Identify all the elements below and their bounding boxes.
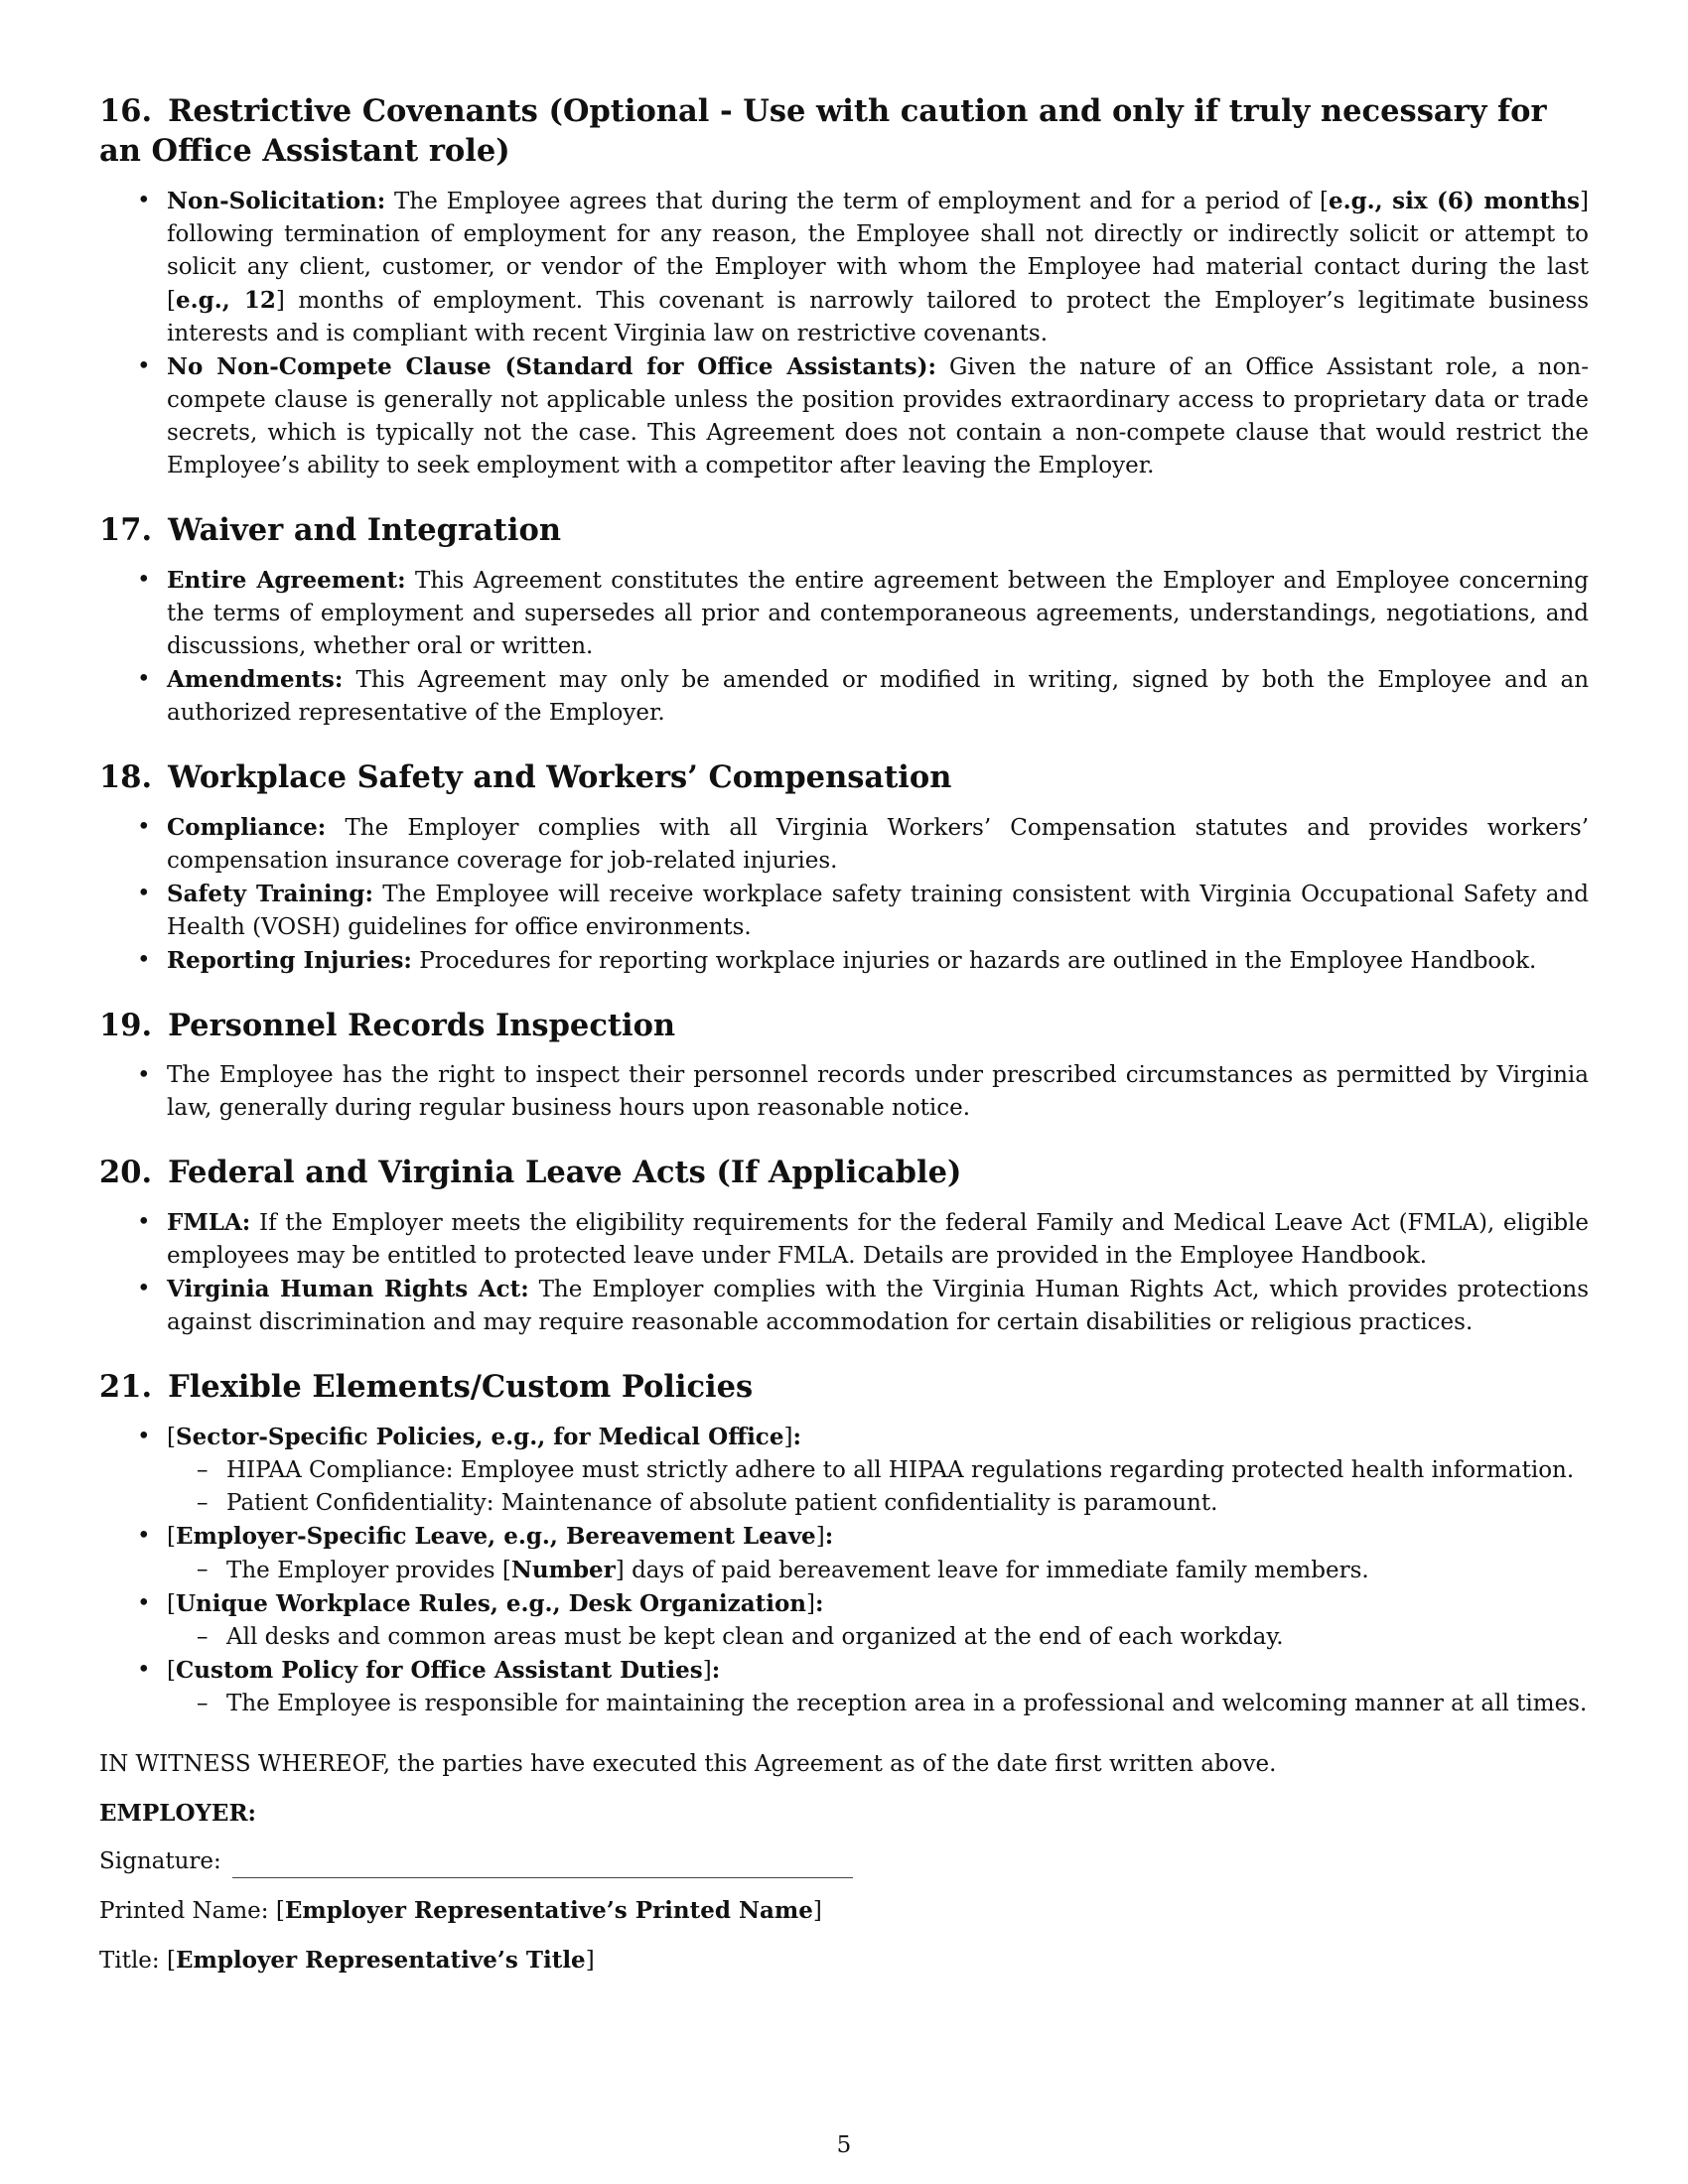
text-run: The Employer provides [ xyxy=(226,1558,511,1583)
text-run: [ xyxy=(167,1658,176,1684)
title-placeholder: Employer Representative’s Title xyxy=(175,1947,586,1974)
bold-text-run: : xyxy=(815,1590,824,1617)
printed-name-line xyxy=(99,1894,1589,1928)
list-item xyxy=(99,811,1589,878)
bold-text-run: Employer-Specific Leave, e.g., Bereavement Leave xyxy=(175,1523,816,1550)
section-title: Restrictive Covenants (Optional - Use with caution and only if truly necessary for an Office Assistant role) xyxy=(99,93,1547,169)
printed-name-close-bracket: ] xyxy=(812,1898,822,1924)
section-number: 16. xyxy=(99,93,153,129)
text-run: Procedures for reporting workplace injuries or hazards are outlined in the Employee Handbook. xyxy=(419,948,1537,974)
text-run: ] xyxy=(702,1658,712,1684)
item-label: Compliance: xyxy=(167,814,327,841)
item-label: Non-Solicitation: xyxy=(167,188,386,214)
item-label: FMLA: xyxy=(167,1209,251,1236)
bullet-list xyxy=(99,811,1589,978)
text-run: The Employer complies with the Virginia Human Rights Act, which provides protections against discrimination and may require reasonable accommodation for certain disabilities or religious practices. xyxy=(167,1277,1590,1335)
signature-rule xyxy=(232,1853,853,1878)
bold-text-run: : xyxy=(792,1424,801,1450)
section-heading xyxy=(99,757,1589,797)
text-run: Given the nature of an Office Assistant role, a non-compete clause is generally not applicable unless the position provides extraordinary access to proprietary data or trade secrets, which is typically not the case. This Agreement does not contain a non-compete clause that would restrict the Employee’s ability to seek employment with a competitor after leaving the Employer. xyxy=(167,354,1590,478)
bold-text-run: Unique Workplace Rules, e.g., Desk Organization xyxy=(175,1590,807,1617)
bullet-list xyxy=(99,1421,1589,1720)
sub-list-item xyxy=(167,1454,1589,1487)
text-run: ] xyxy=(783,1425,793,1450)
document-page xyxy=(99,91,1589,1978)
title-label: Title: xyxy=(99,1948,160,1974)
bold-text-run: e.g., six (6) months xyxy=(1328,188,1581,214)
item-label: Amendments: xyxy=(167,666,344,693)
text-run: [ xyxy=(167,1591,176,1617)
list-item xyxy=(99,564,1589,663)
text-run: ] xyxy=(815,1524,825,1550)
text-run: This Agreement constitutes the entire agreement between the Employer and Employee concerning the terms of employment and supersedes all prior and contemporaneous agreements, understandings, negotiations, and discussions, whether oral or written. xyxy=(167,568,1589,659)
section-19 xyxy=(99,1006,1589,1125)
employer-label: EMPLOYER: xyxy=(99,1800,257,1827)
text-run: If the Employer meets the eligibility requirements for the federal Family and Medical Leave Act (FMLA), eligible employees may be entitled to protected leave under FMLA. Details are provided in the Employee Handbook. xyxy=(167,1210,1590,1269)
signature-label: Signature: xyxy=(99,1848,221,1874)
text-run: The Employee is responsible for maintaining the reception area in a professional and welcoming manner at all times. xyxy=(226,1691,1588,1716)
text-run: All desks and common areas must be kept clean and organized at the end of each workday. xyxy=(226,1624,1284,1650)
bullet-list xyxy=(99,1059,1589,1125)
section-18 xyxy=(99,757,1589,978)
text-run: ] xyxy=(806,1591,816,1617)
printed-name-placeholder: Employer Representative’s Printed Name xyxy=(284,1897,813,1924)
bold-text-run: e.g., 12 xyxy=(175,287,276,314)
title-close-bracket: ] xyxy=(585,1948,595,1974)
section-17 xyxy=(99,510,1589,730)
section-number: 18. xyxy=(99,759,153,795)
text-run: This Agreement may only be amended or modified in writing, signed by both the Employee and an authorized representative of the Employer. xyxy=(167,667,1590,726)
text-run: The Employee will receive workplace safety training consistent with Virginia Occupational Safety and Health (VOSH) guidelines for office environments. xyxy=(167,882,1589,940)
section-title: Waiver and Integration xyxy=(168,512,561,548)
list-item xyxy=(99,1520,1589,1587)
list-item xyxy=(99,663,1589,730)
sub-list-item xyxy=(167,1554,1589,1587)
sub-list-item xyxy=(167,1621,1589,1654)
title-open-bracket: [ xyxy=(166,1948,176,1974)
item-label: Entire Agreement: xyxy=(167,567,406,594)
section-number: 21. xyxy=(99,1369,153,1405)
text-run: The Employee agrees that during the term of employment and for a period of [ xyxy=(394,189,1329,214)
section-20 xyxy=(99,1153,1589,1339)
section-number: 20. xyxy=(99,1155,153,1190)
sub-list-item xyxy=(167,1688,1589,1720)
section-heading xyxy=(99,1153,1589,1192)
bold-text-run: : xyxy=(711,1657,721,1684)
section-16 xyxy=(99,91,1589,482)
list-item xyxy=(99,1273,1589,1339)
page-number: 5 xyxy=(836,2132,852,2158)
printed-name-open-bracket: [ xyxy=(275,1898,285,1924)
section-number: 17. xyxy=(99,512,153,548)
section-heading xyxy=(99,91,1589,171)
bullet-list xyxy=(99,1206,1589,1339)
witness-clause: IN WITNESS WHEREOF, the parties have executed this Agreement as of the date first written above. xyxy=(99,1751,1277,1777)
section-number: 19. xyxy=(99,1008,153,1043)
text-run: ] following termination of employment for any reason, the Employee shall not directly or indirectly solicit or attempt to solicit any client, customer, or vendor of the Employer with whom the Employee had material contact during the last [ xyxy=(167,189,1589,314)
section-title: Workplace Safety and Workers’ Compensation xyxy=(168,759,952,795)
section-heading xyxy=(99,510,1589,550)
item-label: Safety Training: xyxy=(167,881,373,907)
bold-text-run: Number xyxy=(510,1557,616,1583)
item-label: Virginia Human Rights Act: xyxy=(167,1276,529,1302)
text-run: The Employee has the right to inspect their personnel records under prescribed circumstances as permitted by Virginia law, generally during regular business hours upon reasonable notice. xyxy=(167,1062,1589,1121)
bold-text-run: Custom Policy for Office Assistant Duties xyxy=(175,1657,703,1684)
text-run: The Employer complies with all Virginia Workers’ Compensation statutes and provides workers’ compensation insurance coverage for job-related injuries. xyxy=(167,815,1589,874)
text-run: HIPAA Compliance: Employee must strictly adhere to all HIPAA regulations regarding protected health information. xyxy=(226,1457,1575,1483)
sub-list xyxy=(167,1621,1589,1654)
list-item xyxy=(99,1421,1589,1520)
text-run: [ xyxy=(167,1524,176,1550)
text-run: Patient Confidentiality: Maintenance of absolute patient confidentiality is paramount. xyxy=(226,1490,1218,1516)
printed-name-label: Printed Name: xyxy=(99,1898,269,1924)
list-item xyxy=(99,1206,1589,1273)
sections-container xyxy=(99,91,1589,1720)
list-item xyxy=(99,944,1589,978)
bold-text-run: Sector-Specific Policies, e.g., for Medical Office xyxy=(175,1424,784,1450)
list-item xyxy=(99,185,1589,350)
section-heading xyxy=(99,1367,1589,1407)
bold-text-run: : xyxy=(824,1523,834,1550)
sub-list xyxy=(167,1688,1589,1720)
list-item xyxy=(99,878,1589,944)
section-title: Federal and Virginia Leave Acts (If Applicable) xyxy=(168,1155,962,1190)
list-item xyxy=(99,1587,1589,1654)
item-label: Reporting Injuries: xyxy=(167,947,412,974)
item-label: No Non-Compete Clause (Standard for Office Assistants): xyxy=(167,353,936,380)
sub-list xyxy=(167,1554,1589,1587)
bullet-list xyxy=(99,564,1589,730)
bullet-list xyxy=(99,185,1589,482)
list-item xyxy=(99,1059,1589,1125)
title-line xyxy=(99,1944,1589,1978)
section-heading xyxy=(99,1006,1589,1045)
sub-list xyxy=(167,1454,1589,1520)
section-title: Personnel Records Inspection xyxy=(168,1008,676,1043)
text-run: ] months of employment. This covenant is narrowly tailored to protect the Employer’s legitimate business interests and is compliant with recent Virginia law on restrictive covenants. xyxy=(167,288,1589,346)
text-run: [ xyxy=(167,1425,176,1450)
list-item xyxy=(99,1654,1589,1720)
text-run: ] days of paid bereavement leave for immediate family members. xyxy=(615,1558,1369,1583)
list-item xyxy=(99,350,1589,482)
section-title: Flexible Elements/Custom Policies xyxy=(168,1369,754,1405)
sub-list-item xyxy=(167,1487,1589,1520)
section-21 xyxy=(99,1367,1589,1720)
signature-line xyxy=(99,1845,1589,1878)
